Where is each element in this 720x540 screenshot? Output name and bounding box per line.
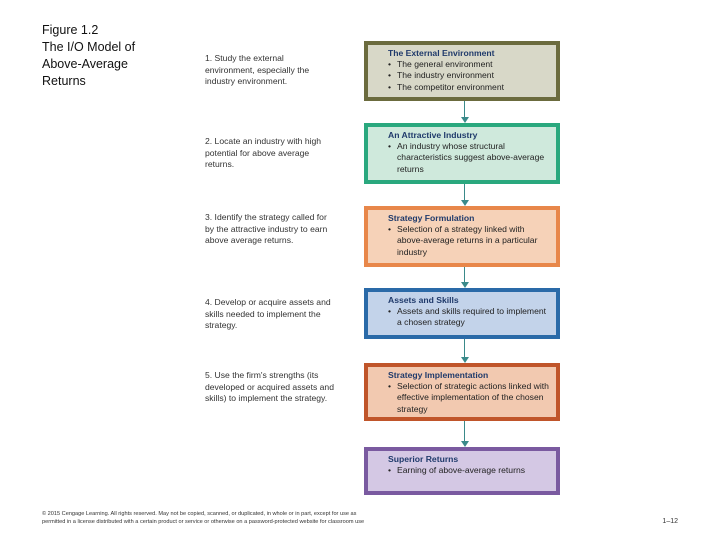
connector-line	[464, 339, 465, 357]
box-title: Strategy Implementation	[388, 370, 489, 380]
box-bullets	[388, 224, 550, 258]
copyright-line-1: © 2015 Cengage Learning. All rights reserved. May not be copied, scanned, or duplicated, in whole or in part, except for use as	[42, 511, 357, 517]
step-4-text: 4. Develop or acquire assets and skills needed to implement the strategy.	[205, 297, 331, 330]
box-bullets	[388, 381, 550, 415]
box-bullets	[388, 59, 550, 93]
figure-title-line-4: Returns	[42, 74, 86, 88]
arrow-down-icon	[461, 282, 469, 288]
superior-returns-box	[364, 447, 560, 495]
copyright-notice	[42, 510, 562, 526]
bullet-item: • The general environment	[388, 59, 550, 70]
step-5-text: 5. Use the firm's strengths (its developed or acquired assets and skills) to implement the strategy.	[205, 370, 334, 403]
box-title: An Attractive Industry	[388, 130, 478, 140]
box-title: Strategy Formulation	[388, 213, 475, 223]
assets-and-skills-box	[364, 288, 560, 339]
bullet-item: • An industry whose structural characteristics suggest above-average returns	[388, 141, 550, 175]
arrow-down-icon	[461, 117, 469, 123]
figure-number: Figure 1.2	[42, 23, 99, 37]
bullet-item: • Assets and skills required to implement a chosen strategy	[388, 306, 550, 328]
strategy-implementation-box	[364, 363, 560, 421]
strategy-formulation-box	[364, 206, 560, 267]
external-environment-box	[364, 41, 560, 101]
bullet-item: • The industry environment	[388, 70, 550, 81]
bullet-item: • Selection of strategic actions linked with effective implementation of the chosen strategy	[388, 381, 550, 415]
box-title: Assets and Skills	[388, 295, 459, 305]
connector-line	[464, 184, 465, 200]
box-bullets	[388, 306, 550, 328]
bullet-item: • Earning of above-average returns	[388, 465, 550, 476]
connector-line	[464, 267, 465, 282]
step-1-text: 1. Study the external environment, especially the industry environment.	[205, 53, 310, 86]
copyright-line-2: permitted in a license distributed with a certain product or service or otherwise on a password-protected website for classroom use	[42, 519, 365, 525]
attractive-industry-box	[364, 123, 560, 184]
step-2-text: 2. Locate an industry with high potential for above average returns.	[205, 136, 322, 169]
arrow-down-icon	[461, 357, 469, 363]
step-3-text: 3. Identify the strategy called for by the attractive industry to earn above average returns.	[205, 212, 328, 245]
bullet-item: • The competitor environment	[388, 82, 550, 93]
page-number: 1–12	[662, 518, 678, 525]
arrow-down-icon	[461, 441, 469, 447]
bullet-item: • Selection of a strategy linked with above-average returns in a particular industry	[388, 224, 550, 258]
connector-line	[464, 421, 465, 441]
figure-title	[42, 22, 202, 90]
box-title: The External Environment	[388, 48, 495, 58]
box-bullets	[388, 141, 550, 175]
connector-line	[464, 101, 465, 117]
box-bullets	[388, 465, 550, 476]
box-title: Superior Returns	[388, 454, 459, 464]
figure-title-line-3: Above-Average	[42, 57, 128, 71]
figure-title-line-2: The I/O Model of	[42, 40, 136, 54]
arrow-down-icon	[461, 200, 469, 206]
